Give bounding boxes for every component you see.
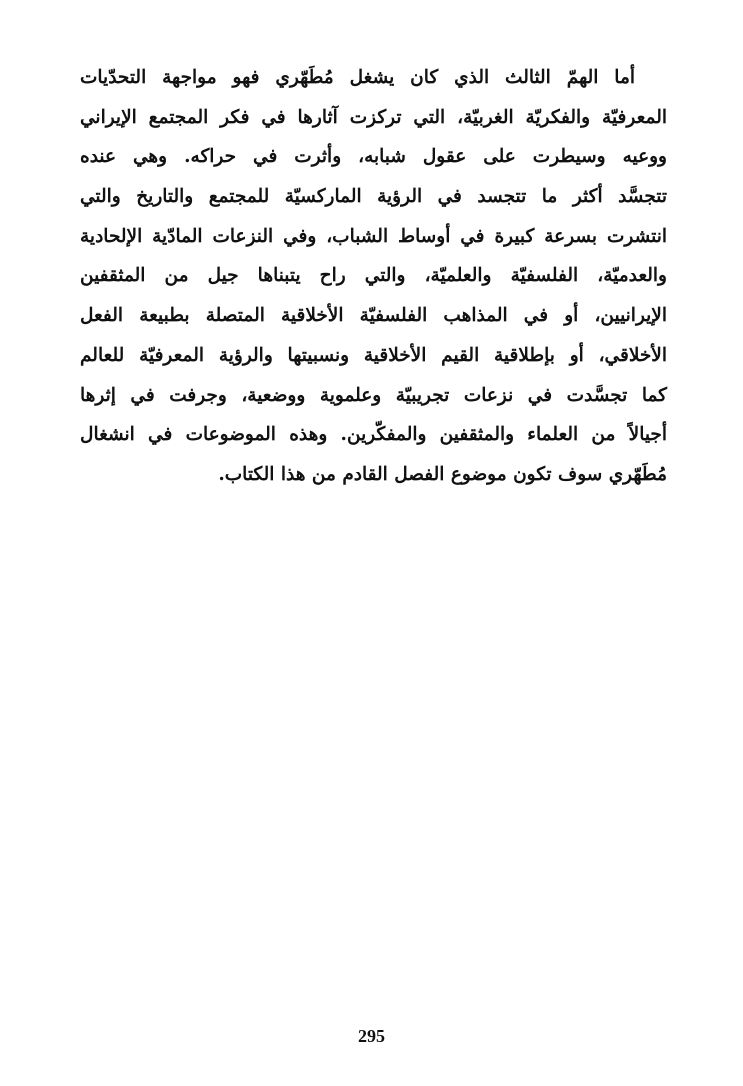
paragraph-line: الإيرانيين، أو في المذاهب الفلسفيّة الأخلاقية المتصلة بطبيعة الفعل <box>80 305 667 327</box>
paragraph-line: تتجسَّد أكثر ما تتجسد في الرؤية الماركسيّة للمجتمع والتاريخ والتي <box>80 186 667 208</box>
paragraph-line: أما الهمّ الثالث الذي كان يشغل مُطَهّري فهو مواجهة التحدّيات <box>80 67 635 88</box>
body-paragraph <box>80 58 667 495</box>
paragraph-line: ووعيه وسيطرت على عقول شبابه، وأثرت في حراكه. وهي عنده <box>80 146 667 168</box>
paragraph-line: مُطَهّري سوف تكون موضوع الفصل القادم من هذا الكتاب. <box>218 463 667 485</box>
paragraph-line: المعرفيّة والفكريّة الغربيّة، التي تركزت آثارها في فكر المجتمع الإيراني <box>80 106 667 128</box>
paragraph-line: كما تجسَّدت في نزعات تجريبيّة وعلموية ووضعية، وجرفت في إثرها <box>80 384 667 406</box>
paragraph-line: انتشرت بسرعة كبيرة في أوساط الشباب، وفي النزعات المادّية الإلحادية <box>80 225 667 247</box>
page-number: 295 <box>358 1026 385 1046</box>
paragraph-line: والعدميّة، الفلسفيّة والعلميّة، والتي راح يتبناها جيل من المثقفين <box>80 265 667 287</box>
paragraph-line: الأخلاقي، أو بإطلاقية القيم الأخلاقية ونسبيتها والرؤية المعرفيّة للعالم <box>80 344 667 366</box>
paragraph-line: أجيالاً من العلماء والمثقفين والمفكّرين. وهذه الموضوعات في انشغال <box>80 424 667 446</box>
